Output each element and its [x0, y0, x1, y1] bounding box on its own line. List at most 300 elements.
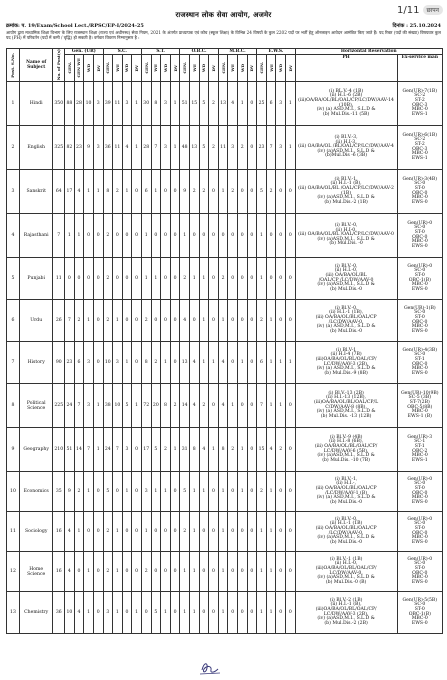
row-posts: 210 — [53, 428, 65, 472]
row-value: 3 — [84, 384, 94, 428]
row-value: 0 — [218, 214, 228, 258]
date-label: दिनांक : — [392, 23, 408, 29]
row-ph-reservation: (i) Bl.V.-13 (2B) (ii) H.I.-13 (12B), (iii)OA/BA/OL/BL/OAL/CP/L C/DW/AAV-8 (8B), (iv) (a) ASD,M.I., S.L.D & (b) Mul.Dis. -13 (12B) — [295, 384, 397, 428]
row-value: 1 — [218, 300, 228, 342]
row-value: 0 — [93, 214, 103, 258]
row-value: 0 — [228, 472, 238, 512]
row-value: 3 — [161, 82, 171, 126]
row-value: 1 — [93, 428, 103, 472]
row-value: 0 — [237, 258, 247, 300]
row-value: 0 — [113, 214, 123, 258]
row-value: 0 — [209, 214, 219, 258]
row-value: 0 — [247, 592, 257, 634]
row-value: 2 — [228, 170, 238, 214]
row-value: 0 — [199, 592, 209, 634]
row-ph-reservation: (i) Bl.V.-1 (1B) (ii) H.I.-0, (iii)OA/BA/OL/BL/OAL/CP/ LC/DW/AAV-0, (iv) (a)ASD,M.I., S.L.D & (b) Mul.Dis.-0 (B) — [295, 552, 397, 592]
horizontal-reservation-header: Horizontal Reservation — [295, 49, 442, 55]
row-value: 1 — [266, 512, 276, 552]
row-value: 0 — [141, 592, 151, 634]
group-header-sc: S.C. — [103, 49, 141, 55]
row-value: 8 — [189, 428, 199, 472]
row-value: 0 — [122, 552, 132, 592]
row-value: 8 — [161, 384, 171, 428]
row-value: 39 — [103, 82, 113, 126]
row-value: 0 — [237, 512, 247, 552]
row-value: 0 — [189, 300, 199, 342]
row-value: 9 — [180, 170, 190, 214]
row-posts: 11 — [53, 258, 65, 300]
subcolumn-header: WE — [189, 55, 199, 82]
table-row — [7, 258, 443, 300]
group-header-st: S.T. — [141, 49, 179, 55]
row-value: 1 — [218, 552, 228, 592]
row-subject: Political Science — [19, 384, 53, 428]
row-value: 1 — [113, 300, 123, 342]
row-value: 0 — [286, 512, 296, 552]
row-value: 3 — [276, 82, 286, 126]
row-ph-reservation: (i) Bl.V-1 (ii) H.I-4 (7B) (iii)OA/BA/OL/BL/OAL/CP/ LC/DW/AAV-3 (2B), (iv) (a) ASD,M.I., S.L.D & (b) Mul.Dis.-9 (8B) — [295, 342, 397, 384]
row-value: 1 — [209, 428, 219, 472]
row-value: 0 — [113, 472, 123, 512]
row-value: 0 — [247, 552, 257, 592]
row-value: 1 — [276, 384, 286, 428]
sno-header: Post. S.No. — [7, 49, 20, 82]
row-ph-reservation: (i) Bl.V.-0, (ii) H.I.-0, (iii) OA/BA/OL/BL /OAL/CP /LC/DW/AAV-0 (iv) (a)ASD,M.I., S.L.D & (b) Mul.Dis.-0 — [295, 258, 397, 300]
row-value: 2 — [103, 552, 113, 592]
row-value: 2 — [228, 428, 238, 472]
row-value: 1 — [84, 552, 94, 592]
row-value: 2 — [209, 82, 219, 126]
row-value: 2 — [237, 126, 247, 170]
row-value: 0 — [247, 82, 257, 126]
row-ph-reservation: (i) Bl.V.-0, (ii) H.I-0, (iii) OA/BA/OL/BL /OAL/CP/LC/DW/AAV-0 (iv) (a)ASD,M.I., S.L.D & (b) Mul.Dis. -0 — [295, 214, 397, 258]
exsm-header: Ex-service man — [397, 55, 442, 82]
row-value: 7 — [65, 300, 75, 342]
row-value: 36 — [103, 126, 113, 170]
notice-header — [6, 10, 441, 40]
row-value: 0 — [286, 214, 296, 258]
row-value: 1 — [189, 592, 199, 634]
subcolumn-header: DV — [286, 55, 296, 82]
row-posts: 350 — [53, 82, 65, 126]
row-value: 4 — [65, 512, 75, 552]
row-value: 1 — [237, 342, 247, 384]
row-value: 13 — [218, 82, 228, 126]
row-value: 0 — [276, 472, 286, 512]
row-value: 11 — [218, 126, 228, 170]
row-value: 0 — [209, 384, 219, 428]
row-value: 1 — [286, 82, 296, 126]
row-value: 1 — [180, 552, 190, 592]
row-exserviceman-reservation: Gen(UR)-0 SC-0 ST-0 OBC-1(B) MBC-0 EWS-0 — [397, 258, 442, 300]
row-value: 2 — [103, 214, 113, 258]
row-value: 0 — [93, 592, 103, 634]
row-value: 2 — [189, 170, 199, 214]
row-value: 0 — [161, 170, 171, 214]
row-value: 2 — [170, 384, 180, 428]
row-value: 0 — [170, 342, 180, 384]
row-value: 1 — [266, 552, 276, 592]
row-value: 1 — [199, 342, 209, 384]
row-value: 1 — [276, 342, 286, 384]
row-value: 0 — [276, 300, 286, 342]
row-value: 4 — [189, 342, 199, 384]
row-value: 0 — [247, 214, 257, 258]
row-value: 82 — [65, 126, 75, 170]
row-value: 8 — [151, 82, 161, 126]
page-label-pill[interactable]: छापन — [423, 5, 444, 15]
row-value: 8 — [141, 342, 151, 384]
row-value: 0 — [113, 258, 123, 300]
row-value: 2 — [209, 126, 219, 170]
row-value: 0 — [209, 472, 219, 512]
row-value: 4 — [122, 126, 132, 170]
subcolumn-header: WD — [84, 55, 94, 82]
vacancy-table — [6, 48, 443, 634]
row-exserviceman-reservation: Gen(UR)-3 SC-1 ST-1 OBC-2 MBC-0 EWS-1 — [397, 428, 442, 472]
row-value: 5 — [257, 170, 267, 214]
row-value: 0 — [132, 300, 142, 342]
row-value: 51 — [65, 428, 75, 472]
row-value: 2 — [199, 384, 209, 428]
row-value: 1 — [257, 214, 267, 258]
table-row — [7, 342, 443, 384]
row-value: 0 — [286, 300, 296, 342]
row-value: 14 — [180, 384, 190, 428]
row-value: 4 — [180, 300, 190, 342]
row-value: 2 — [103, 258, 113, 300]
row-value: 0 — [122, 214, 132, 258]
row-value: 2 — [161, 428, 171, 472]
row-sno: 6 — [7, 300, 20, 342]
row-sno: 2 — [7, 126, 20, 170]
row-value: 0 — [189, 214, 199, 258]
row-value: 5 — [180, 472, 190, 512]
row-subject: Home Science — [19, 552, 53, 592]
row-value: 8 — [218, 428, 228, 472]
row-value: 0 — [286, 552, 296, 592]
row-value: 0 — [161, 214, 171, 258]
row-value: 0 — [84, 258, 94, 300]
table-row — [7, 82, 443, 126]
row-value: 0 — [132, 342, 142, 384]
row-sno: 10 — [7, 472, 20, 512]
row-value: 1 — [84, 300, 94, 342]
row-value: 0 — [161, 300, 171, 342]
row-value: 5 — [199, 82, 209, 126]
row-value: 0 — [132, 214, 142, 258]
row-value: 2 — [113, 170, 123, 214]
row-value: 3 — [228, 126, 238, 170]
row-value: 1 — [286, 342, 296, 384]
row-value: 2 — [151, 342, 161, 384]
row-subject: History — [19, 342, 53, 384]
row-value: 4 — [189, 384, 199, 428]
row-value: 1 — [93, 170, 103, 214]
row-value: 1 — [141, 258, 151, 300]
row-value: 1 — [113, 552, 123, 592]
row-value: 0 — [84, 214, 94, 258]
row-value: 10 — [113, 384, 123, 428]
subcolumn-header: WD — [161, 55, 171, 82]
row-value: 1 — [161, 472, 171, 512]
row-value: 3 — [122, 82, 132, 126]
row-value: 0 — [199, 512, 209, 552]
row-value: 0 — [247, 428, 257, 472]
subcolumn-header: GEN. — [65, 55, 75, 82]
row-subject: Urdu — [19, 300, 53, 342]
row-subject: Rajasthani — [19, 214, 53, 258]
row-value: 0 — [151, 552, 161, 592]
row-value: 1 — [189, 258, 199, 300]
row-sno: 11 — [7, 512, 20, 552]
table-row — [7, 592, 443, 634]
row-sno: 1 — [7, 82, 20, 126]
notice-date — [392, 23, 441, 29]
row-value: 0 — [247, 512, 257, 552]
row-exserviceman-reservation: Gen(UR)-3(4B) SC-0 ST-0 OBC-0 MBC-0 EWS-0 — [397, 170, 442, 214]
row-value: 1 — [132, 384, 142, 428]
row-value: 0 — [276, 512, 286, 552]
table-row — [7, 428, 443, 472]
subcolumn-header: WE — [228, 55, 238, 82]
row-value: 1 — [84, 170, 94, 214]
subcolumn-header: WD — [276, 55, 286, 82]
row-value: 0 — [247, 126, 257, 170]
row-value: 51 — [180, 82, 190, 126]
row-exserviceman-reservation: Gen(UR)-7(1B) SC-2 ST-2 OBC-3 MBC-0 EWS-1 — [397, 82, 442, 126]
subcolumn-header: GEN. — [218, 55, 228, 82]
row-value: 0 — [151, 512, 161, 552]
row-value: 1 — [161, 342, 171, 384]
row-value: 23 — [257, 126, 267, 170]
row-value: 0 — [228, 300, 238, 342]
row-value: 0 — [209, 258, 219, 300]
row-sno: 9 — [7, 428, 20, 472]
row-ph-reservation: (i) Bl.V.-0, (ii) H.I.-1 (1B) (iii) OA/BA/OL/BL/OAL/CP /LC/DW/AAV-0, (iv) (a)ASD,M.I., S.L.D & (b) Mul.Dis.-0 — [295, 512, 397, 552]
row-value: 6 — [257, 342, 267, 384]
row-value: 1 — [93, 384, 103, 428]
row-value: 1 — [151, 170, 161, 214]
subcolumn-header: DV — [170, 55, 180, 82]
row-value: 1 — [151, 258, 161, 300]
row-value: 7 — [84, 428, 94, 472]
row-value: 1 — [151, 472, 161, 512]
row-exserviceman-reservation: Gen(UR)-1(B) SC-0 ST-0 OBC-0 MBC-0 EWS-0 — [397, 300, 442, 342]
row-value: 1 — [228, 384, 238, 428]
row-value: 0 — [170, 472, 180, 512]
row-value: 23 — [65, 342, 75, 384]
row-value: 1 — [161, 592, 171, 634]
subject-header: Name of Subject — [19, 49, 53, 82]
row-value: 1 — [286, 126, 296, 170]
row-value: 1 — [257, 258, 267, 300]
row-ph-reservation: (i) Bl.V.-2 (1B) (ii) H.I.-1 (B), (iii)OA/BA/OL/BL/OAL/CP/ LC/DW/AAV-3 (2B), (iv) (a)ASD,M.I., S.L.D & (b) Mul.Dis.-2 (2B) — [295, 592, 397, 634]
row-value: 2 — [266, 170, 276, 214]
row-value: 1 — [122, 342, 132, 384]
group-header-ews: E.W.S. — [257, 49, 295, 55]
row-value: 0 — [170, 512, 180, 552]
row-value: 0 — [286, 472, 296, 512]
row-value: 1 — [199, 472, 209, 512]
row-value: 0 — [170, 214, 180, 258]
row-value: 0 — [228, 214, 238, 258]
row-exserviceman-reservation: Gen(UR)-4(3B) SC-0 ST-1 OBC-0 MBC-0 EWS-0 — [397, 342, 442, 384]
row-value: 9 — [84, 126, 94, 170]
row-value: 1 — [65, 214, 75, 258]
row-value: 5 — [103, 472, 113, 512]
row-value: 13 — [180, 342, 190, 384]
row-value: 17 — [141, 428, 151, 472]
row-value: 4 — [65, 552, 75, 592]
signature-mark — [198, 660, 224, 676]
row-value: 2 — [141, 300, 151, 342]
row-value: 1 — [266, 342, 276, 384]
row-value: 1 — [218, 472, 228, 512]
subcolumn-header: WE — [113, 55, 123, 82]
row-value: 1 — [209, 342, 219, 384]
row-value: 0 — [237, 592, 247, 634]
reference-number — [6, 23, 144, 29]
row-posts: 7 — [53, 214, 65, 258]
row-value: 15 — [189, 82, 199, 126]
row-value: 7 — [151, 126, 161, 170]
row-value: 0 — [151, 300, 161, 342]
row-posts: 225 — [53, 384, 65, 428]
row-value: 11 — [113, 82, 123, 126]
row-value: 0 — [132, 428, 142, 472]
row-value: 28 — [141, 126, 151, 170]
row-value: 0 — [228, 512, 238, 552]
row-value: 0 — [237, 170, 247, 214]
row-value: 1 — [141, 214, 151, 258]
row-value: 5 — [122, 384, 132, 428]
page-number: 1/11 — [397, 4, 420, 16]
row-value: 0 — [276, 258, 286, 300]
row-value: 1 — [257, 512, 267, 552]
row-value: 1 — [257, 552, 267, 592]
row-value: 0 — [237, 300, 247, 342]
row-value: 0 — [170, 552, 180, 592]
row-value: 1 — [218, 512, 228, 552]
row-value: 0 — [209, 512, 219, 552]
row-value: 2 — [103, 512, 113, 552]
row-sno: 12 — [7, 552, 20, 592]
row-value: 20 — [151, 384, 161, 428]
row-value: 1 — [122, 472, 132, 512]
row-value: 11 — [113, 126, 123, 170]
row-value: 2 — [180, 512, 190, 552]
table-row — [7, 214, 443, 258]
row-value: 0 — [170, 592, 180, 634]
row-value: 1 — [199, 300, 209, 342]
row-exserviceman-reservation: Gen(UR)-5(5B) SC-0 ST-0 OBC-1(B) MBC-0 EWS-0 — [397, 592, 442, 634]
row-value: 28 — [74, 82, 84, 126]
subcolumn-header: GEN. — [180, 55, 190, 82]
row-value: 0 — [266, 258, 276, 300]
row-value: 0 — [170, 170, 180, 214]
row-sno: 7 — [7, 342, 20, 384]
row-value: 0 — [286, 428, 296, 472]
row-value: 0 — [122, 258, 132, 300]
subcolumn-header: WD — [237, 55, 247, 82]
row-value: 4 — [74, 170, 84, 214]
row-ph-reservation: (i) BI.V.-3, (ii) H.I-3, (iii) OA/BA/OL /BL/OAL/CP/LC/DW/AAV-4 (iv) (a)ASD,M.I., S.L.D & (b)Mul.Dis -6 (3B) — [295, 126, 397, 170]
row-ph-reservation: (i) Bl.V.-0, (ii) H.I.-1 (1B), (iii) OA/BA/OL/BL/OAL/CP /LC/DW/AAV-0, (iv) (a) ASD,M.I., S.L.D & (b) Mul.Dis.-0 — [295, 300, 397, 342]
row-value: 2 — [141, 552, 151, 592]
row-value: 1 — [113, 592, 123, 634]
row-subject: Sociology — [19, 512, 53, 552]
row-value: 3 — [141, 472, 151, 512]
row-value: 0 — [74, 552, 84, 592]
row-value: 6 — [141, 170, 151, 214]
row-ph-reservation: (i) Bl.V.-1, (ii) H.I.-, (iii) OA/BA/OL/BL/OAL/CP /LC/DW/AAV-1 (B) (iv) (a) ASD,M.I., S.L.D & (b) Mul.Dis.-0 — [295, 472, 397, 512]
row-value: 1 — [237, 82, 247, 126]
row-value: 0 — [276, 170, 286, 214]
row-value: 7 — [257, 384, 267, 428]
row-value: 0 — [209, 300, 219, 342]
row-value: 31 — [180, 428, 190, 472]
row-value: 1 — [84, 472, 94, 512]
row-value: 0 — [266, 214, 276, 258]
row-value: 4 — [218, 384, 228, 428]
table-row — [7, 300, 443, 342]
row-value: 0 — [161, 512, 171, 552]
row-value: 0 — [93, 512, 103, 552]
row-value: 0 — [247, 472, 257, 512]
row-value: 1 — [170, 126, 180, 170]
row-subject: Hindi — [19, 82, 53, 126]
row-posts: 26 — [53, 300, 65, 342]
row-value: 1 — [218, 170, 228, 214]
row-value: 0 — [170, 258, 180, 300]
subcolumn-header: GEN. — [103, 55, 113, 82]
row-value: 2 — [276, 428, 286, 472]
row-value: 0 — [228, 258, 238, 300]
row-value: 0 — [132, 258, 142, 300]
row-value: 3 — [161, 126, 171, 170]
row-value: 7 — [266, 126, 276, 170]
row-value: 0 — [286, 258, 296, 300]
row-value: 0 — [170, 300, 180, 342]
page-title: राजस्थान लोक सेवा आयोग, अजमेर — [175, 10, 272, 19]
row-ph-reservation: (i) Bl.V.-9 (4B) (ii) H.I.-8 (6B), (iii) OA/BA/OL/BL/OAL/CP/ LC/DW/AAV-6 (5B), (iv) (a)ASD,M.I., S.L.D & (b) Mul.Dis. -10 (7B) — [295, 428, 397, 472]
row-value: 3 — [276, 126, 286, 170]
row-exserviceman-reservation: Gen(UR)-0 SC-0 ST-0 OBC-0 MBC-0 EWS-0 — [397, 552, 442, 592]
table-row — [7, 552, 443, 592]
row-value: 0 — [199, 552, 209, 592]
row-value: 48 — [180, 126, 190, 170]
row-value: 17 — [65, 170, 75, 214]
row-value: 3 — [103, 592, 113, 634]
row-value: 72 — [141, 384, 151, 428]
row-value: 0 — [132, 472, 142, 512]
row-value: 13 — [189, 126, 199, 170]
row-value: 0 — [276, 592, 286, 634]
row-value: 6 — [74, 342, 84, 384]
row-value: 1 — [170, 82, 180, 126]
row-value: 1 — [141, 512, 151, 552]
row-value: 3 — [113, 342, 123, 384]
row-subject: Sanskrit — [19, 170, 53, 214]
row-value: 0 — [199, 214, 209, 258]
row-value: 1 — [266, 592, 276, 634]
row-value: 1 — [266, 472, 276, 512]
row-value: 23 — [74, 126, 84, 170]
row-value: 4 — [74, 592, 84, 634]
row-posts: 16 — [53, 512, 65, 552]
row-value: 0 — [93, 472, 103, 512]
